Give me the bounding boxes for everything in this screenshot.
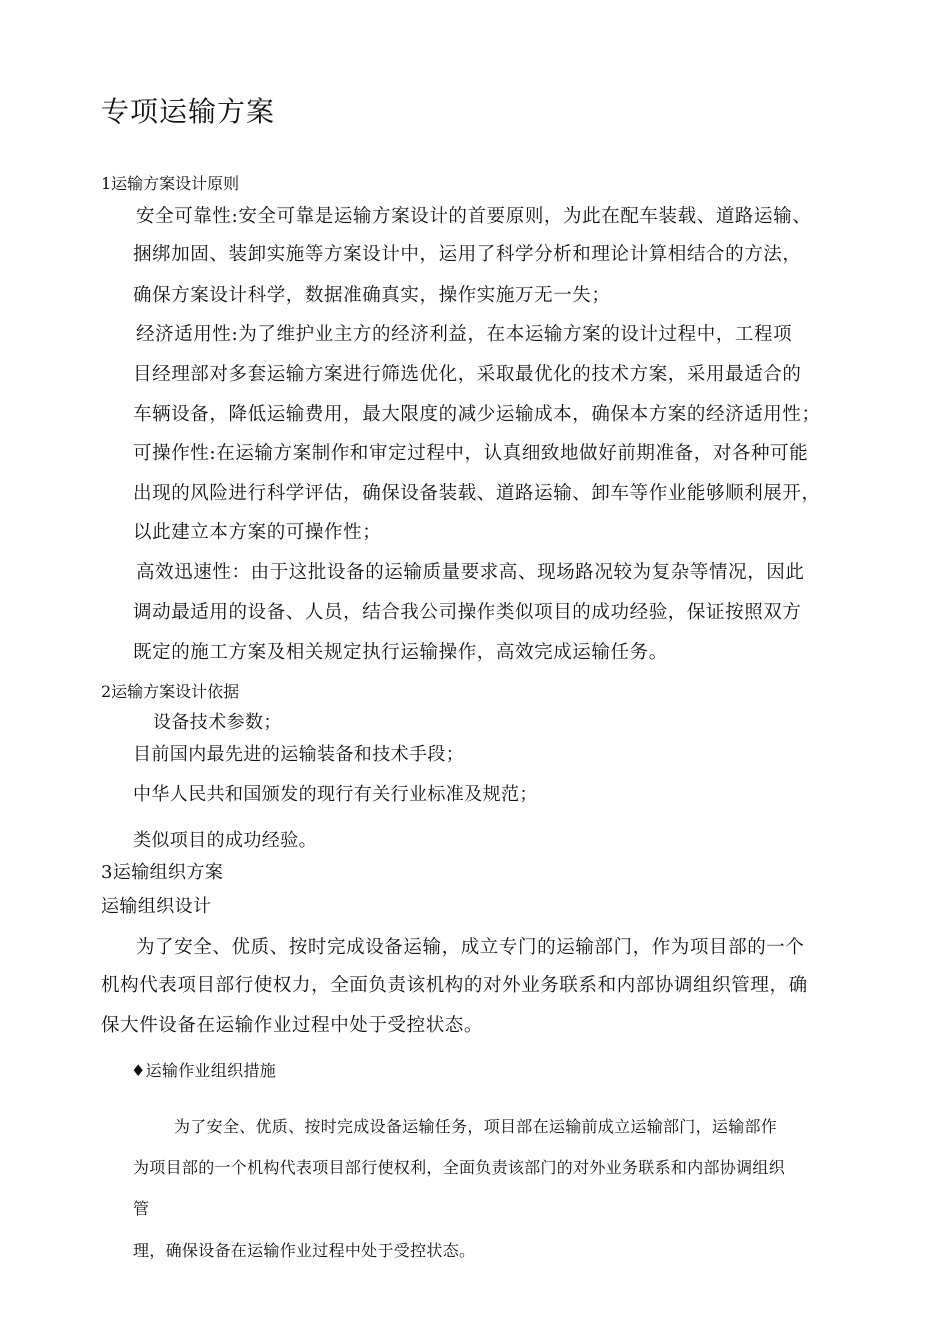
section1-line: 可操作性:在运输方案制作和审定过程中，认真细致地做好前期准备，对各种可能 (133, 443, 809, 464)
bullet-paragraph-line: 管 (133, 1199, 150, 1218)
section3-line: 机构代表项目部行使权力，全面负责该机构的对外业务联系和内部协调组织管理，确 (101, 975, 808, 996)
bullet-paragraph-line: 为了安全、优质、按时完成设备运输任务，项目部在运输前成立运输部门，运输部作 (174, 1117, 778, 1136)
section1-line: 既定的施工方案及相关规定执行运输操作，高效完成运输任务。 (133, 642, 668, 663)
section1-line: 安全可靠性:安全可靠是运输方案设计的首要原则，为此在配车装载、道路运输、 (136, 206, 812, 227)
section3-heading: 3运输组织方案 (101, 862, 224, 883)
section1-line: 车辆设备，降低运输费用，最大限度的减少运输成本，确保本方案的经济适用性； (133, 404, 821, 425)
section1-line: 目经理部对多套运输方案进行筛选优化，采取最优化的技术方案，采用最适合的 (133, 364, 802, 385)
section2-line: 设备技术参数； (153, 712, 282, 733)
section3-line: 保大件设备在运输作业过程中处于受控状态。 (101, 1015, 484, 1036)
section1-line: 捆绑加固、装卸实施等方案设计中，运用了科学分析和理论计算相结合的方法， (133, 244, 802, 265)
bullet-paragraph-line: 为项目部的一个机构代表项目部行使权利，全面负责该部门的对外业务联系和内部协调组织 (133, 1158, 786, 1177)
section1-line: 调动最适用的设备、人员，结合我公司操作类似项目的成功经验，保证按照双方 (133, 602, 802, 623)
section3-subheading: 运输组织设计 (101, 896, 212, 917)
section2-line: 目前国内最先进的运输装备和技术手段； (133, 744, 465, 765)
section3-line: 为了安全、优质、按时完成设备运输，成立专门的运输部门，作为项目部的一个 (136, 937, 805, 958)
section1-heading: 1运输方案设计原则 (101, 174, 240, 193)
document-title: 专项运输方案 (101, 95, 276, 128)
section1-line: 以此建立本方案的可操作性； (133, 522, 382, 543)
section1-line: 高效迅速性：由于这批设备的运输质量要求高、现场路况较为复杂等情况，因此 (136, 562, 805, 583)
section2-line: 类似项目的成功经验。 (133, 830, 317, 851)
section2-line: 中华人民共和国颁发的现行有关行业标准及规范； (133, 784, 538, 805)
bullet-heading: ♦运输作业组织措施 (131, 1061, 277, 1080)
section2-heading: 2运输方案设计依据 (101, 682, 240, 701)
section1-line: 确保方案设计科学，数据准确真实，操作实施万无一失； (133, 285, 611, 306)
bullet-paragraph-line: 理，确保设备在运输作业过程中处于受控状态。 (133, 1241, 476, 1260)
section1-line: 经济适用性:为了维护业主方的经济利益，在本运输方案的设计过程中，工程项 (136, 324, 793, 345)
section1-line: 出现的风险进行科学评估，确保设备装载、道路运输、卸车等作业能够顺利展开， (133, 483, 821, 504)
